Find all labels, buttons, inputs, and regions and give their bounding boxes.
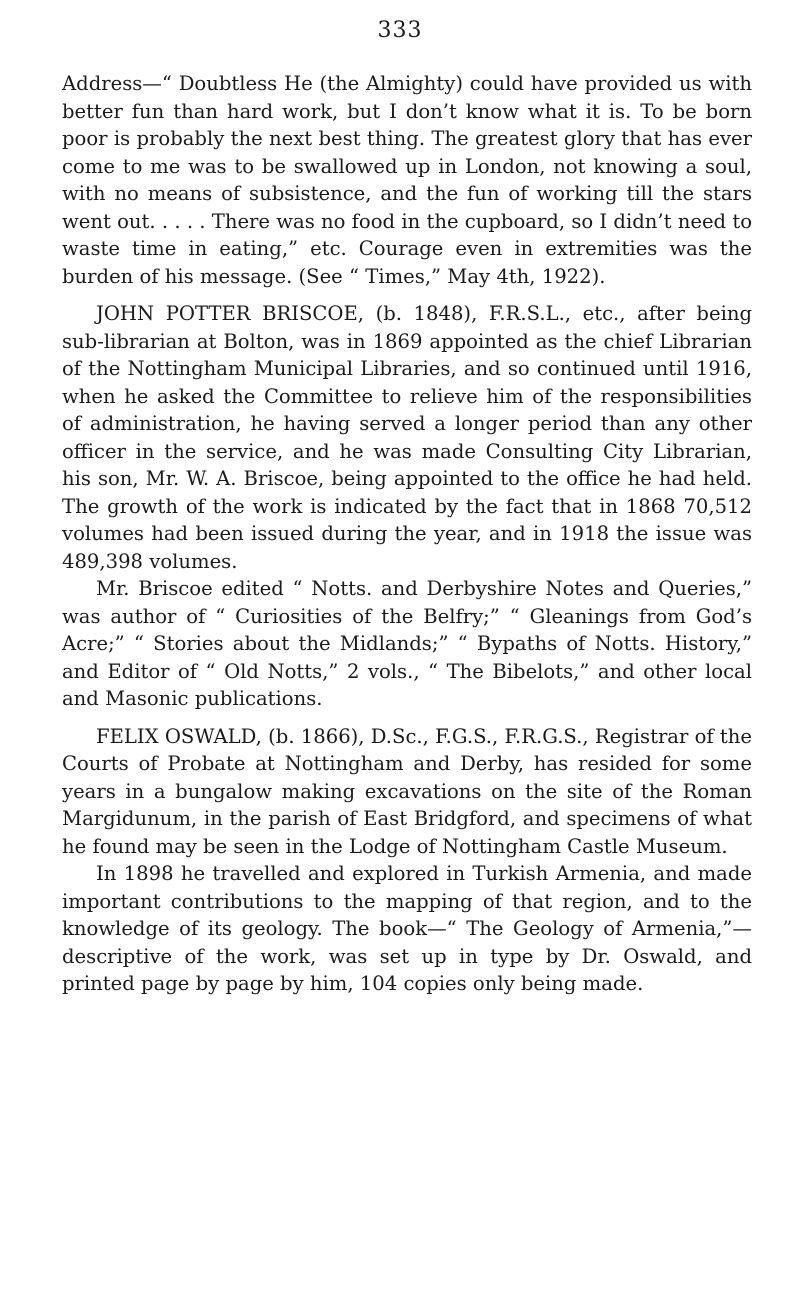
paragraph-briscoe-works: Mr. Briscoe edited “ Notts. and Derbyshire Notes and Queries,” was author of “ Curiosities of the Belfry;” “ Gleanings from God’s Acre;” “ Stories about the Midlands;” “ Bypaths of Notts. History,” and Editor of “ Old Notts,” 2 vols., “ The Bibelots,” and other local and Masonic publications. bbox=[62, 577, 752, 710]
paragraph-oswald-bio: FELIX OSWALD, (b. 1866), D.Sc., F.G.S., F.R.G.S., Registrar of the Courts of Probate at Nottingham and Derby, has resided for some years in a bungalow making excavations on the site of the Roman Margidunum, in the parish of East Bridgford, and specimens of what he found may be seen in the Lodge of Nottingham Castle Museum. bbox=[62, 724, 752, 858]
paragraph-oswald-armenia: In 1898 he travelled and explored in Turkish Armenia, and made important contributions to the mapping of that region, and to the knowledge of its geology. The book—“ The Geology of Armenia,”—descriptive of the work, was set up in type by Dr. Oswald, and printed page by page by him, 104 copies only being made. bbox=[62, 862, 752, 995]
paragraph-address: Address—“ Doubtless He (the Almighty) could have provided us with better fun than hard work, but I don’t know what it is. To be born poor is probably the next best thing. The greatest glory that has ever come to me was to be swallowed up in London, not knowing a soul, with no means of subsistence, and the fun of working till the stars went out. . . . . There was no food in the cupboard, so I didn’t need to waste time in eating,” etc. Courage even in extremities was the burden of his message. (See “ Times,” May 4th, 1922). bbox=[62, 72, 752, 288]
page-text bbox=[62, 70, 752, 998]
page-number: 333 bbox=[377, 18, 423, 43]
paragraph-briscoe-bio: JOHN POTTER BRISCOE, (b. 1848), F.R.S.L., etc., after being sub-librarian at Bolton, was in 1869 appointed as the chief Librarian of the Nottingham Municipal Libraries, and so continued until 1916, when he asked the Committee to relieve him of the responsibilities of administration, he having served a longer period than any other officer in the service, and he was made Consulting City Librarian, his son, Mr. W. A. Briscoe, being appointed to the office he had held. The growth of the work is indicated by the fact that in 1868 70,512 volumes had been issued during the year, and in 1918 the issue was 489,398 volumes. bbox=[62, 302, 752, 573]
